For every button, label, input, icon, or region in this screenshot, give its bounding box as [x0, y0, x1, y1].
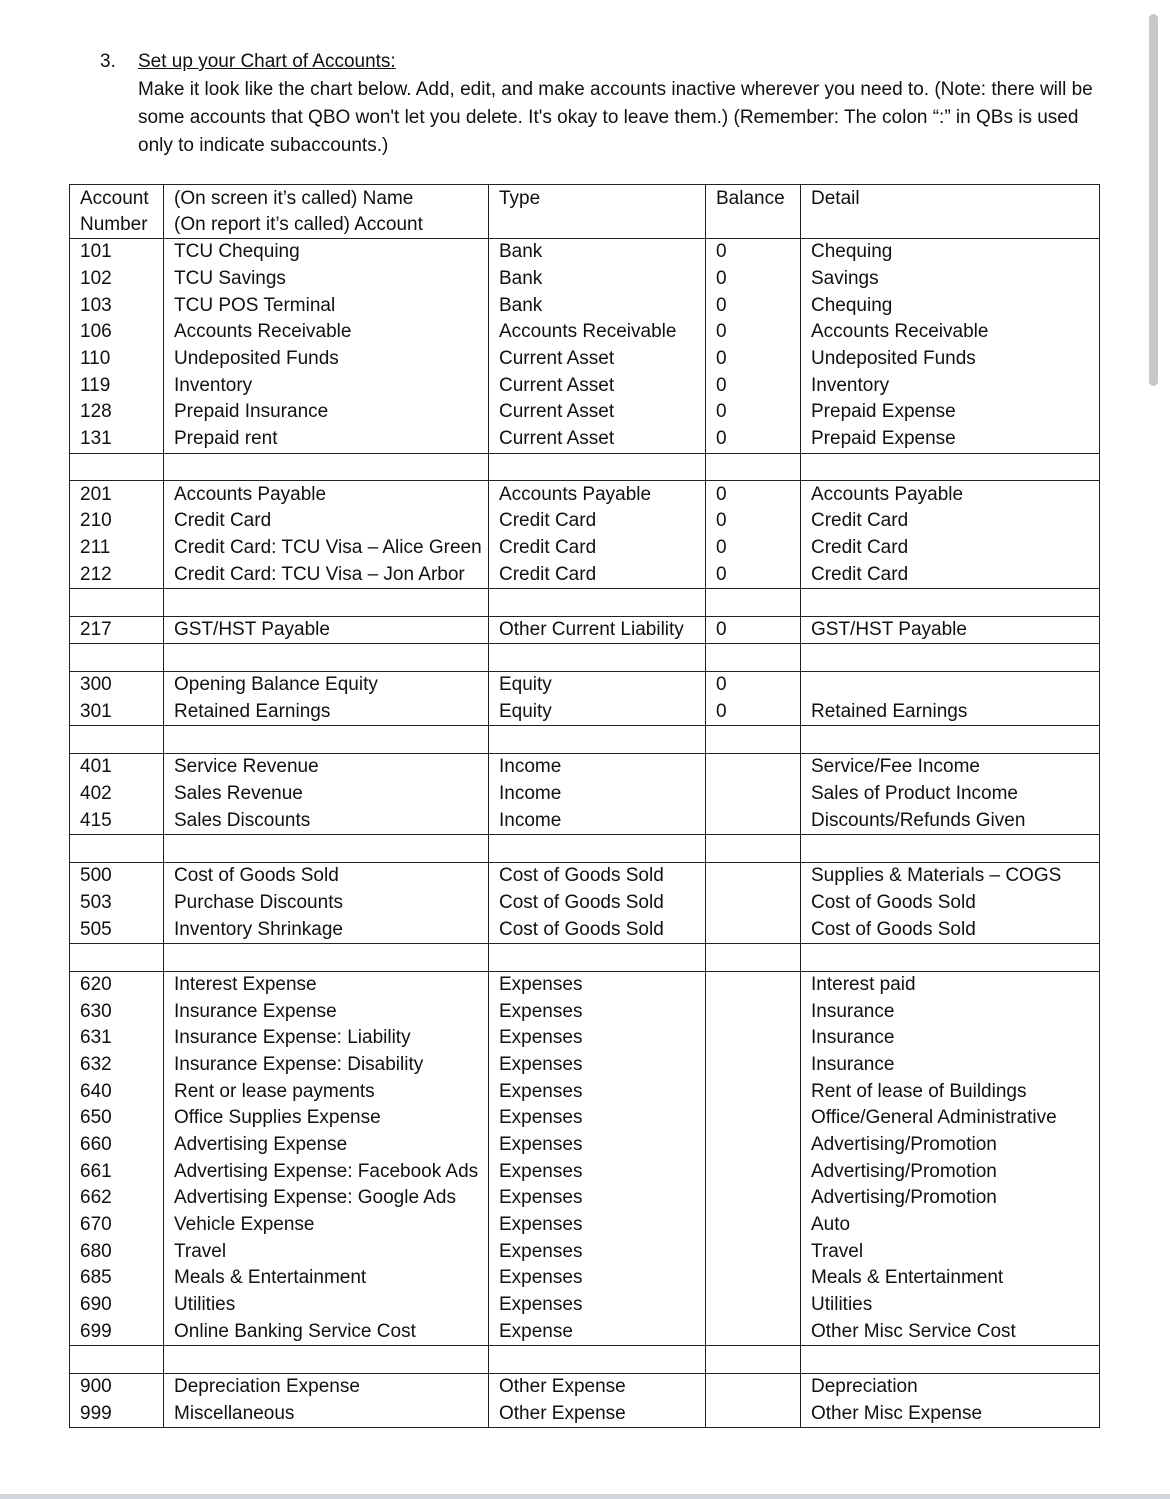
cell-balance	[706, 781, 801, 808]
cell-balance	[706, 1265, 801, 1292]
separator-cell	[70, 588, 164, 616]
cell-detail: Depreciation	[801, 1373, 1100, 1400]
cell-type: Income	[489, 781, 706, 808]
cell-name: Undeposited Funds	[164, 346, 489, 373]
cell-type: Other Current Liability	[489, 616, 706, 644]
cell-balance	[706, 916, 801, 943]
cell-balance: 0	[706, 292, 801, 319]
table-row	[70, 1212, 1100, 1239]
cell-balance	[706, 1292, 801, 1319]
separator-cell	[489, 726, 706, 754]
cell-balance: 0	[706, 535, 801, 562]
separator-cell	[706, 1346, 801, 1374]
header-account-number	[70, 185, 164, 239]
separator-cell	[801, 644, 1100, 672]
table-row	[70, 672, 1100, 699]
cell-detail: Advertising/Promotion	[801, 1132, 1100, 1159]
separator-cell	[164, 1346, 489, 1374]
separator-row	[70, 644, 1100, 672]
cell-detail: Prepaid Expense	[801, 426, 1100, 453]
cell-balance	[706, 1238, 801, 1265]
cell-detail	[801, 672, 1100, 699]
table-row	[70, 292, 1100, 319]
cell-number: 401	[70, 754, 164, 781]
cell-balance	[706, 1373, 801, 1400]
cell-name: Credit Card	[164, 508, 489, 535]
cell-number: 301	[70, 699, 164, 726]
cell-type: Current Asset	[489, 346, 706, 373]
cell-balance	[706, 754, 801, 781]
cell-type: Accounts Receivable	[489, 319, 706, 346]
cell-type: Credit Card	[489, 508, 706, 535]
cell-name: Sales Revenue	[164, 781, 489, 808]
separator-cell	[70, 726, 164, 754]
cell-detail: Inventory	[801, 372, 1100, 399]
cell-name: Meals & Entertainment	[164, 1265, 489, 1292]
cell-name: Depreciation Expense	[164, 1373, 489, 1400]
cell-name: Prepaid rent	[164, 426, 489, 453]
cell-balance	[706, 1132, 801, 1159]
table-body	[70, 185, 1100, 1428]
cell-type: Expenses	[489, 1212, 706, 1239]
cell-type: Bank	[489, 292, 706, 319]
cell-detail: GST/HST Payable	[801, 616, 1100, 644]
cell-name: Online Banking Service Cost	[164, 1319, 489, 1346]
header-type: Type	[489, 185, 706, 239]
separator-cell	[801, 1346, 1100, 1374]
cell-name: GST/HST Payable	[164, 616, 489, 644]
cell-type: Bank	[489, 239, 706, 266]
cell-number: 632	[70, 1052, 164, 1079]
cell-detail: Utilities	[801, 1292, 1100, 1319]
cell-number: 661	[70, 1158, 164, 1185]
cell-balance: 0	[706, 372, 801, 399]
table-row	[70, 372, 1100, 399]
cell-type: Equity	[489, 699, 706, 726]
cell-detail: Credit Card	[801, 535, 1100, 562]
cell-name: Service Revenue	[164, 754, 489, 781]
cell-type: Expenses	[489, 1185, 706, 1212]
cell-type: Expenses	[489, 971, 706, 998]
cell-type: Cost of Goods Sold	[489, 862, 706, 889]
cell-detail: Other Misc Service Cost	[801, 1319, 1100, 1346]
cell-name: Accounts Payable	[164, 481, 489, 508]
cell-number: 101	[70, 239, 164, 266]
cell-name: Cost of Goods Sold	[164, 862, 489, 889]
cell-number: 415	[70, 807, 164, 834]
separator-cell	[70, 943, 164, 971]
separator-cell	[70, 835, 164, 863]
cell-type: Income	[489, 754, 706, 781]
cell-detail: Travel	[801, 1238, 1100, 1265]
header-name-line2: (On report it’s called) Account	[174, 214, 423, 235]
cell-name: Credit Card: TCU Visa – Jon Arbor	[164, 561, 489, 588]
cell-name: Miscellaneous	[164, 1401, 489, 1428]
cell-balance: 0	[706, 481, 801, 508]
cell-name: Travel	[164, 1238, 489, 1265]
cell-balance: 0	[706, 239, 801, 266]
separator-cell	[706, 644, 801, 672]
table-row	[70, 1292, 1100, 1319]
cell-detail: Auto	[801, 1212, 1100, 1239]
vertical-scrollbar[interactable]	[1149, 14, 1158, 386]
cell-detail: Sales of Product Income	[801, 781, 1100, 808]
table-row	[70, 807, 1100, 834]
cell-detail: Cost of Goods Sold	[801, 916, 1100, 943]
separator-cell	[164, 644, 489, 672]
table-row	[70, 266, 1100, 293]
cell-balance: 0	[706, 426, 801, 453]
table-row	[70, 399, 1100, 426]
cell-type: Expenses	[489, 1158, 706, 1185]
cell-name: Retained Earnings	[164, 699, 489, 726]
separator-row	[70, 1346, 1100, 1374]
cell-number: 699	[70, 1319, 164, 1346]
separator-cell	[489, 943, 706, 971]
table-row	[70, 1401, 1100, 1428]
header-account-number-line1: Account	[80, 188, 149, 209]
cell-number: 640	[70, 1078, 164, 1105]
table-row	[70, 561, 1100, 588]
table-row	[70, 1078, 1100, 1105]
cell-balance	[706, 1025, 801, 1052]
cell-type: Accounts Payable	[489, 481, 706, 508]
separator-cell	[706, 726, 801, 754]
table-row	[70, 481, 1100, 508]
table-row	[70, 508, 1100, 535]
cell-balance	[706, 807, 801, 834]
cell-type: Credit Card	[489, 535, 706, 562]
cell-number: 503	[70, 890, 164, 917]
table-row	[70, 1373, 1100, 1400]
cell-type: Current Asset	[489, 426, 706, 453]
separator-cell	[801, 726, 1100, 754]
cell-balance: 0	[706, 561, 801, 588]
cell-balance	[706, 1052, 801, 1079]
cell-type: Bank	[489, 266, 706, 293]
cell-detail: Advertising/Promotion	[801, 1158, 1100, 1185]
cell-detail: Undeposited Funds	[801, 346, 1100, 373]
cell-number: 103	[70, 292, 164, 319]
separator-row	[70, 588, 1100, 616]
bottom-edge-bar	[0, 1494, 1170, 1499]
cell-name: Opening Balance Equity	[164, 672, 489, 699]
cell-detail: Accounts Payable	[801, 481, 1100, 508]
cell-number: 106	[70, 319, 164, 346]
cell-detail: Service/Fee Income	[801, 754, 1100, 781]
cell-type: Cost of Goods Sold	[489, 890, 706, 917]
table-row	[70, 1052, 1100, 1079]
table-row	[70, 699, 1100, 726]
cell-number: 690	[70, 1292, 164, 1319]
separator-cell	[164, 726, 489, 754]
cell-balance	[706, 1401, 801, 1428]
cell-balance	[706, 1185, 801, 1212]
cell-name: Insurance Expense: Disability	[164, 1052, 489, 1079]
cell-number: 102	[70, 266, 164, 293]
separator-cell	[164, 453, 489, 481]
separator-cell	[706, 588, 801, 616]
cell-name: Rent or lease payments	[164, 1078, 489, 1105]
table-row	[70, 916, 1100, 943]
cell-type: Other Expense	[489, 1401, 706, 1428]
cell-detail: Accounts Receivable	[801, 319, 1100, 346]
cell-balance: 0	[706, 399, 801, 426]
cell-balance	[706, 1105, 801, 1132]
table-header-row	[70, 185, 1100, 239]
cell-balance: 0	[706, 319, 801, 346]
header-name-line1: (On screen it’s called) Name	[174, 188, 414, 209]
cell-type: Current Asset	[489, 372, 706, 399]
cell-detail: Interest paid	[801, 971, 1100, 998]
table-row	[70, 535, 1100, 562]
cell-name: Advertising Expense	[164, 1132, 489, 1159]
cell-number: 900	[70, 1373, 164, 1400]
cell-detail: Supplies & Materials – COGS	[801, 862, 1100, 889]
cell-detail: Credit Card	[801, 561, 1100, 588]
table-row	[70, 754, 1100, 781]
cell-type: Income	[489, 807, 706, 834]
separator-cell	[801, 835, 1100, 863]
table-row	[70, 862, 1100, 889]
table-row	[70, 346, 1100, 373]
header-name	[164, 185, 489, 239]
cell-type: Expenses	[489, 1265, 706, 1292]
cell-type: Expenses	[489, 1132, 706, 1159]
separator-row	[70, 835, 1100, 863]
header-balance: Balance	[706, 185, 801, 239]
cell-number: 110	[70, 346, 164, 373]
header-account-number-line2: Number	[80, 214, 148, 235]
cell-number: 662	[70, 1185, 164, 1212]
cell-detail: Insurance	[801, 998, 1100, 1025]
cell-detail: Discounts/Refunds Given	[801, 807, 1100, 834]
cell-number: 660	[70, 1132, 164, 1159]
cell-balance: 0	[706, 346, 801, 373]
cell-detail: Savings	[801, 266, 1100, 293]
table-row	[70, 1185, 1100, 1212]
cell-name: Sales Discounts	[164, 807, 489, 834]
cell-balance	[706, 1319, 801, 1346]
cell-number: 217	[70, 616, 164, 644]
cell-balance	[706, 1158, 801, 1185]
table-row	[70, 1025, 1100, 1052]
cell-name: Office Supplies Expense	[164, 1105, 489, 1132]
cell-number: 119	[70, 372, 164, 399]
table-row	[70, 1238, 1100, 1265]
cell-name: Advertising Expense: Facebook Ads	[164, 1158, 489, 1185]
cell-type: Expenses	[489, 1052, 706, 1079]
table-row	[70, 998, 1100, 1025]
cell-balance	[706, 998, 801, 1025]
separator-row	[70, 943, 1100, 971]
cell-name: Advertising Expense: Google Ads	[164, 1185, 489, 1212]
separator-cell	[489, 588, 706, 616]
chart-of-accounts-table	[69, 184, 1100, 1428]
table-row	[70, 890, 1100, 917]
cell-name: Inventory	[164, 372, 489, 399]
separator-row	[70, 726, 1100, 754]
cell-detail: Advertising/Promotion	[801, 1185, 1100, 1212]
cell-type: Expenses	[489, 1078, 706, 1105]
cell-detail: Insurance	[801, 1025, 1100, 1052]
table-row	[70, 1105, 1100, 1132]
cell-detail: Credit Card	[801, 508, 1100, 535]
cell-balance	[706, 971, 801, 998]
cell-number: 128	[70, 399, 164, 426]
table-row	[70, 1132, 1100, 1159]
cell-balance	[706, 1078, 801, 1105]
cell-number: 505	[70, 916, 164, 943]
separator-cell	[489, 453, 706, 481]
cell-detail: Retained Earnings	[801, 699, 1100, 726]
cell-number: 650	[70, 1105, 164, 1132]
separator-cell	[164, 835, 489, 863]
cell-name: TCU POS Terminal	[164, 292, 489, 319]
cell-name: Insurance Expense: Liability	[164, 1025, 489, 1052]
cell-name: Accounts Receivable	[164, 319, 489, 346]
cell-name: Utilities	[164, 1292, 489, 1319]
cell-number: 212	[70, 561, 164, 588]
cell-number: 999	[70, 1401, 164, 1428]
step-number: 3.	[100, 51, 116, 72]
cell-number: 500	[70, 862, 164, 889]
separator-cell	[706, 943, 801, 971]
cell-type: Equity	[489, 672, 706, 699]
separator-cell	[706, 835, 801, 863]
step-heading: Set up your Chart of Accounts:	[138, 51, 396, 72]
cell-balance: 0	[706, 508, 801, 535]
separator-cell	[801, 453, 1100, 481]
cell-name: Purchase Discounts	[164, 890, 489, 917]
table-row	[70, 971, 1100, 998]
separator-cell	[70, 453, 164, 481]
cell-balance	[706, 1212, 801, 1239]
cell-type: Current Asset	[489, 399, 706, 426]
cell-name: Inventory Shrinkage	[164, 916, 489, 943]
cell-type: Cost of Goods Sold	[489, 916, 706, 943]
separator-cell	[489, 644, 706, 672]
cell-name: Insurance Expense	[164, 998, 489, 1025]
cell-number: 210	[70, 508, 164, 535]
cell-type: Expenses	[489, 998, 706, 1025]
cell-number: 201	[70, 481, 164, 508]
cell-balance: 0	[706, 672, 801, 699]
cell-detail: Office/General Administrative	[801, 1105, 1100, 1132]
cell-number: 685	[70, 1265, 164, 1292]
separator-cell	[801, 943, 1100, 971]
cell-name: Prepaid Insurance	[164, 399, 489, 426]
separator-cell	[706, 453, 801, 481]
cell-type: Expenses	[489, 1238, 706, 1265]
separator-cell	[70, 1346, 164, 1374]
separator-cell	[489, 835, 706, 863]
cell-detail: Meals & Entertainment	[801, 1265, 1100, 1292]
cell-type: Other Expense	[489, 1373, 706, 1400]
table-row	[70, 426, 1100, 453]
header-detail: Detail	[801, 185, 1100, 239]
cell-balance: 0	[706, 266, 801, 293]
cell-number: 211	[70, 535, 164, 562]
cell-number: 630	[70, 998, 164, 1025]
table-row	[70, 1319, 1100, 1346]
separator-cell	[70, 644, 164, 672]
separator-cell	[164, 943, 489, 971]
cell-type: Expenses	[489, 1105, 706, 1132]
step-instructions: Make it look like the chart below. Add, edit, and make accounts inactive wherever you need to. (Note: there will be some accounts that QBO won't let you delete. It's okay to leave them.) (Remember: The colon “:” in QBs is used only to indicate subaccounts.)	[138, 79, 1093, 156]
cell-balance	[706, 862, 801, 889]
cell-number: 300	[70, 672, 164, 699]
cell-number: 620	[70, 971, 164, 998]
cell-name: Credit Card: TCU Visa – Alice Green	[164, 535, 489, 562]
cell-name: TCU Savings	[164, 266, 489, 293]
cell-type: Credit Card	[489, 561, 706, 588]
cell-number: 670	[70, 1212, 164, 1239]
cell-detail: Insurance	[801, 1052, 1100, 1079]
cell-detail: Chequing	[801, 239, 1100, 266]
cell-type: Expenses	[489, 1025, 706, 1052]
cell-number: 631	[70, 1025, 164, 1052]
cell-number: 402	[70, 781, 164, 808]
table-row	[70, 1158, 1100, 1185]
separator-cell	[489, 1346, 706, 1374]
cell-number: 131	[70, 426, 164, 453]
cell-type: Expenses	[489, 1292, 706, 1319]
cell-name: Interest Expense	[164, 971, 489, 998]
separator-cell	[164, 588, 489, 616]
table-row	[70, 319, 1100, 346]
table-row	[70, 1265, 1100, 1292]
cell-balance: 0	[706, 616, 801, 644]
separator-cell	[801, 588, 1100, 616]
cell-detail: Rent of lease of Buildings	[801, 1078, 1100, 1105]
separator-row	[70, 453, 1100, 481]
cell-balance	[706, 890, 801, 917]
cell-detail: Other Misc Expense	[801, 1401, 1100, 1428]
cell-detail: Prepaid Expense	[801, 399, 1100, 426]
table-row	[70, 781, 1100, 808]
cell-name: TCU Chequing	[164, 239, 489, 266]
cell-detail: Chequing	[801, 292, 1100, 319]
table-row	[70, 239, 1100, 266]
cell-type: Expense	[489, 1319, 706, 1346]
table-row	[70, 616, 1100, 644]
cell-name: Vehicle Expense	[164, 1212, 489, 1239]
cell-balance: 0	[706, 699, 801, 726]
cell-detail: Cost of Goods Sold	[801, 890, 1100, 917]
cell-number: 680	[70, 1238, 164, 1265]
